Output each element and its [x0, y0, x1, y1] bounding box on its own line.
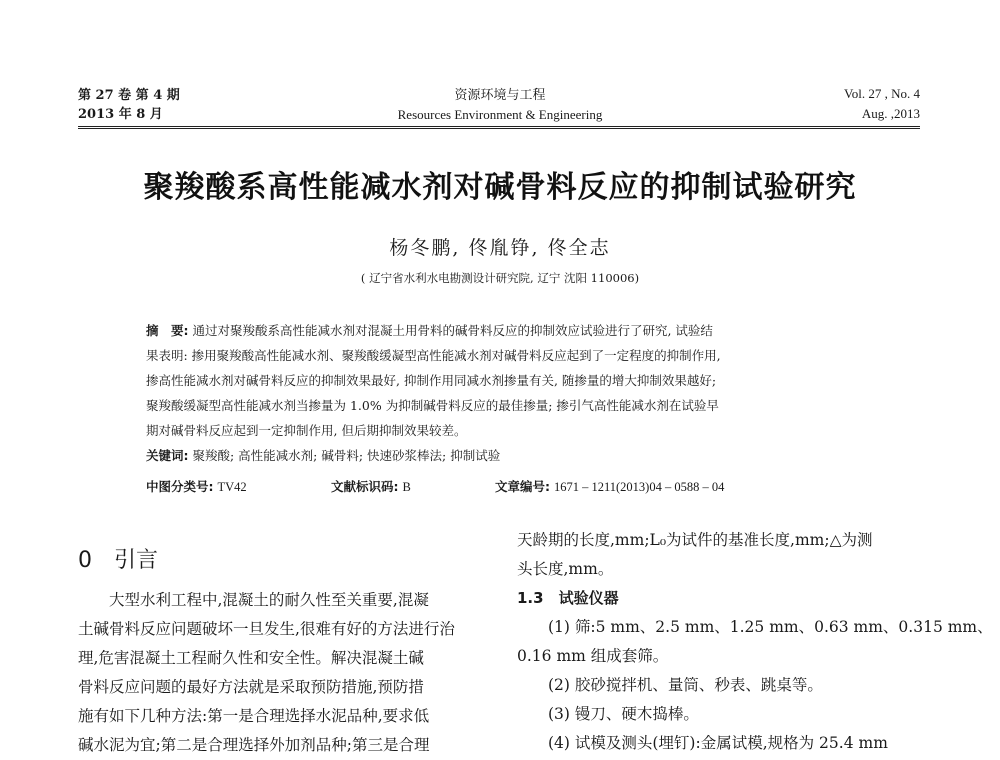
body-line: 头长度,mm。	[517, 560, 614, 578]
keywords-text: 聚羧酸; 高性能减水剂; 碱骨料; 快速砂浆棒法; 抑制试验	[192, 448, 501, 463]
header-rule	[78, 126, 920, 127]
body-line: 大型水利工程中,混凝土的耐久性至关重要,混凝	[109, 591, 429, 609]
body-line: 施有如下几种方法:第一是合理选择水泥品种,要求低	[78, 707, 430, 725]
article-number-label: 文章编号:	[495, 479, 550, 494]
body-line: 骨料反应问题的最好方法就是采取预防措施,预防措	[78, 678, 424, 696]
clc-label: 中图分类号:	[146, 479, 214, 494]
equipment-item: 0.16 mm 组成套筛。	[517, 647, 669, 665]
clc-value: TV42	[217, 480, 247, 494]
body-line: 土碱骨料反应问题破坏一旦发生,很难有好的方法进行治	[78, 620, 455, 638]
article-number	[495, 474, 724, 500]
left-column-text	[78, 586, 484, 760]
journal-name-en: Resources Environment & Engineering	[397, 107, 603, 122]
equipment-item: (2) 胶砂搅拌机、量筒、秒表、跳桌等。	[548, 676, 823, 694]
issue-date: 2013 年 8 月	[78, 107, 163, 122]
paper-title: 聚羧酸系高性能减水剂对碱骨料反应的抑制试验研究	[143, 170, 857, 205]
journal-name-cn: 资源环境与工程	[454, 88, 546, 103]
body-line: 碱水泥为宜;第二是合理选择外加剂品种;第三是合理	[78, 736, 430, 754]
abstract-line: 期对碱骨料反应起到一定抑制作用, 但后期抑制效果较差。	[146, 423, 467, 438]
keywords-label: 关键词:	[146, 448, 189, 463]
abstract-line: 掺高性能减水剂对碱骨料反应的抑制效果最好, 抑制作用同减水剂掺量有关, 随掺量的增大抑制效果越好;	[146, 373, 717, 388]
header-rule-2	[78, 128, 920, 129]
volume-info: Vol. 27 , No. 4	[844, 86, 920, 101]
issue-info: 第 27 卷 第 4 期	[78, 88, 180, 103]
article-number-value: 1671 – 1211(2013)04 – 0588 – 04	[553, 480, 725, 494]
body-line: 理,危害混凝土工程耐久性和安全性。解决混凝土碱	[78, 649, 424, 667]
authors: 杨冬鹏, 佟胤铮, 佟全志	[389, 237, 611, 259]
equipment-item: (1) 筛:5 mm、2.5 mm、1.25 mm、0.63 mm、0.315 mm、	[548, 618, 993, 636]
equipment-item: (3) 镘刀、硬木捣棒。	[548, 705, 699, 723]
abstract-line	[146, 318, 854, 343]
doc-code-label: 文献标识码:	[331, 479, 399, 494]
abstract	[146, 318, 854, 468]
section-heading-intro: 0 引言	[78, 548, 158, 573]
publication-date-en: Aug. ,2013	[861, 106, 920, 121]
equipment-item: (4) 试模及测头(埋钉):金属试模,规格为 25.4 mm	[548, 734, 888, 752]
classification-row	[146, 474, 247, 500]
abstract-text: 通过对聚羧酸系高性能减水剂对混凝土用骨料的碱骨料反应的抑制效应试验进行了研究, 试验结	[192, 323, 713, 338]
abstract-label: 摘 要:	[146, 323, 189, 338]
doc-code-value: B	[402, 480, 411, 494]
body-line: 天龄期的长度,mm;L₀为试件的基准长度,mm;△为测	[517, 531, 873, 549]
abstract-line: 聚羧酸缓凝型高性能减水剂当掺量为 1.0% 为抑制碱骨料反应的最佳掺量; 掺引气高性能减水剂在试验早	[146, 398, 719, 413]
doc-code	[331, 474, 411, 500]
subsection-heading: 1.3 试验仪器	[517, 589, 619, 607]
keywords	[146, 443, 854, 468]
right-column-text	[517, 526, 993, 758]
affiliation: ( 辽宁省水利水电勘测设计研究院, 辽宁 沈阳 110006)	[360, 271, 640, 285]
abstract-line: 果表明: 掺用聚羧酸高性能减水剂、聚羧酸缓凝型高性能减水剂对碱骨料反应起到了一定程度的抑制作用,	[146, 348, 721, 363]
